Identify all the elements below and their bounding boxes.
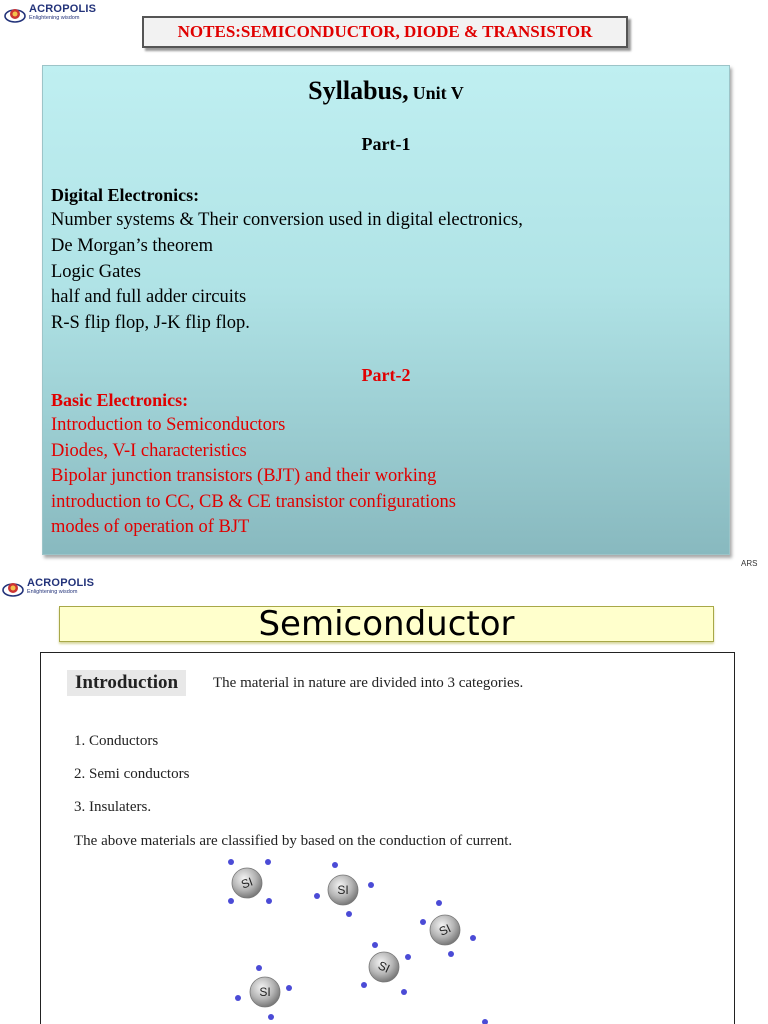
part1-heading: Digital Electronics: [51,185,200,205]
introduction-text: The material in nature are divided into 3 categories. [213,675,524,691]
part1-label: Part-1 [361,134,411,154]
acropolis-logo [2,578,94,600]
electron-dot [405,954,411,960]
electron-dot [368,882,374,888]
electron-dot [228,898,234,904]
electron-dot [332,862,338,868]
part1-item: Number systems & Their conversion used in digital electronics, [51,210,523,230]
silicon-atom [228,859,272,904]
electron-dot [372,942,378,948]
acropolis-logo-icon [2,578,24,600]
electron-dot [420,919,426,925]
part1-item: half and full adder circuits [51,287,247,307]
part2-item: Bipolar junction transistors (BJT) and their working [51,466,437,486]
brand-name: ACROPOLIS [29,3,97,15]
electron-dot [470,935,476,941]
electron-dot [266,898,272,904]
electron-dot [314,893,320,899]
part2-item: Introduction to Semiconductors [51,415,286,435]
part1-item: De Morgan’s theorem [51,236,214,256]
syllabus-unit: Unit V [412,83,464,103]
syllabus-title-text: Syllabus, [308,76,409,105]
electron-dot [361,982,367,988]
part2-item: modes of operation of BJT [51,517,250,537]
silicon-atom-label: SI [337,883,349,897]
part2-item: Diodes, V-I characteristics [51,441,247,461]
silicon-atom-label: SI [239,874,255,892]
syllabus-title [43,76,729,106]
part2-heading: Basic Electronics: [51,390,189,410]
notes-banner [142,16,628,48]
notes-banner-text: NOTES:SEMICONDUCTOR, DIODE & TRANSISTOR [177,22,593,41]
brand-name: ACROPOLIS [27,577,95,589]
brand-tagline: Enlightening wisdom [29,15,80,21]
silicon-atoms-illustration [211,853,511,1024]
acropolis-logo-icon [4,4,26,26]
part2-item: introduction to CC, CB & CE transistor configurations [51,492,456,512]
semiconductor-title: Semiconductor [258,604,515,644]
electron-dot [286,985,292,991]
electron-dot [436,900,442,906]
electron-dot [401,989,407,995]
acropolis-logo [4,4,96,26]
electron-dot [228,859,234,865]
electron-dot [268,1014,274,1020]
electron-dot [256,965,262,971]
classification-text: The above materials are classified by based on the conduction of current. [74,833,513,849]
electron-dot [482,1019,488,1024]
footer-initials: ARS [741,559,758,568]
electron-dot [265,859,271,865]
silicon-atom-label: SI [436,921,454,939]
semiconductor-title-banner [59,606,714,642]
introduction-box [40,652,735,1024]
syllabus-box [42,65,730,555]
electron-dot [235,995,241,1001]
silicon-atom-label: SI [259,985,271,999]
electron-dot [448,951,454,957]
silicon-atom [420,900,476,957]
introduction-heading: Introduction [67,670,186,696]
silicon-atom-label: SI [375,958,393,976]
part1-item: R-S flip flop, J-K flip flop. [51,313,250,333]
silicon-atom [314,862,374,917]
category-item: 3. Insulaters. [74,799,152,815]
electron-dot [346,911,352,917]
part1-item: Logic Gates [51,262,141,282]
silicon-atom [361,942,411,995]
category-item: 1. Conductors [74,733,159,749]
silicon-atom [235,965,292,1020]
part2-label: Part-2 [361,365,411,385]
brand-tagline: Enlightening wisdom [27,589,78,595]
category-item: 2. Semi conductors [74,766,190,782]
